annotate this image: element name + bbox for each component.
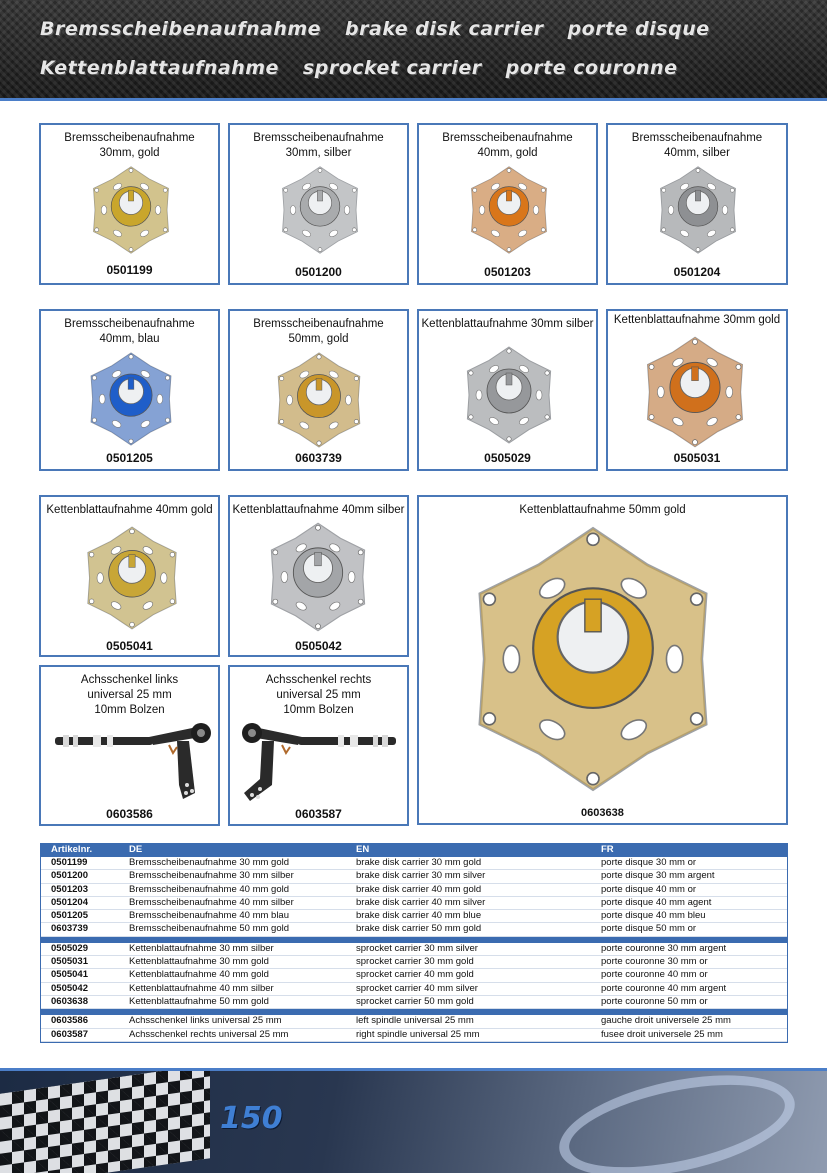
spoke-window [99, 394, 105, 404]
bolt-hole [273, 599, 278, 604]
page-number: 150 [220, 1101, 283, 1136]
product-code: 0603587 [295, 807, 342, 821]
table-row [41, 983, 787, 996]
keyway [128, 378, 134, 390]
description-de-cell: Kettenblattaufnahme 40 mm gold [129, 969, 269, 981]
bolt-hole [92, 418, 96, 422]
description-de-cell: Kettenblattaufnahme 30 mm silber [129, 942, 274, 954]
product-code: 0505041 [106, 639, 153, 653]
header-subtitle-fr: porte couronne [505, 57, 678, 79]
description-de-cell: Achsschenkel links universal 25 mm [129, 1015, 282, 1027]
bolt-hole [696, 168, 700, 172]
description-fr-cell: porte disque 40 mm agent [601, 896, 712, 908]
product-card[interactable] [228, 309, 409, 471]
bolt-hole [358, 550, 363, 555]
bolt-hole [662, 228, 666, 232]
bolt-hole [649, 364, 654, 369]
bolt-hole [649, 415, 654, 420]
article-number-cell: 0501203 [51, 883, 88, 895]
column-header-article: Artikelnr. [51, 844, 93, 855]
bolt-hole [129, 248, 133, 252]
article-number-cell: 0501199 [51, 857, 88, 868]
spoke-window [726, 386, 733, 397]
bolt-hole [736, 415, 741, 420]
keyway [506, 190, 511, 201]
spoke-window [290, 206, 295, 215]
table-row [41, 996, 787, 1009]
bolt-hole [545, 415, 549, 419]
table-row [41, 884, 787, 897]
spoke-window [348, 571, 355, 582]
sprocket-carrier-image [79, 525, 185, 631]
description-fr-cell: porte couronne 50 mm or [601, 995, 708, 1007]
spoke-window [97, 573, 103, 584]
product-card[interactable] [39, 665, 220, 826]
page-footer [0, 1068, 827, 1173]
header-line-1 [40, 18, 734, 40]
product-code: 0501200 [295, 265, 342, 279]
bolt-hole [691, 593, 703, 605]
table-row [41, 897, 787, 910]
product-card[interactable] [606, 309, 788, 471]
product-code: 0501205 [106, 451, 153, 465]
article-number-cell: 0505041 [51, 969, 88, 981]
keyway [585, 599, 601, 632]
description-en-cell: right spindle universal 25 mm [356, 1028, 480, 1040]
bolt-hole [469, 371, 473, 375]
product-card[interactable] [228, 123, 409, 285]
brake-disk-carrier-image [83, 351, 179, 447]
article-number-cell: 0603638 [51, 995, 88, 1007]
bolt-hole [587, 773, 599, 785]
product-title: Bremsscheibenaufnahme 50mm, gold [253, 318, 384, 345]
description-en-cell: brake disk carrier 40 mm silver [356, 896, 486, 908]
product-code: 0505031 [673, 451, 721, 465]
article-number-cell: 0501205 [51, 910, 88, 922]
product-title: Kettenblattaufnahme 50mm gold [519, 504, 686, 516]
spoke-window [287, 395, 293, 405]
spoke-window [533, 206, 538, 215]
spoke-window [281, 571, 288, 582]
bolt-hole [284, 188, 288, 192]
bolt-hole [92, 376, 96, 380]
description-fr-cell: porte couronne 40 mm or [601, 969, 708, 981]
bolt-hole [541, 228, 545, 232]
description-de-cell: Bremsscheibenaufnahme 40 mm gold [129, 883, 290, 895]
bolt-hole [318, 248, 322, 252]
bolt-hole [469, 415, 473, 419]
bolt-hole [163, 188, 167, 192]
table-row [41, 969, 787, 982]
product-code: 0505042 [295, 639, 342, 653]
bolt-hole [483, 593, 495, 605]
bolt-hole [129, 168, 133, 172]
bolt-hole [692, 440, 697, 445]
product-code: 0603586 [106, 807, 153, 821]
description-fr-cell: porte disque 40 mm or [601, 883, 697, 895]
spoke-window [536, 390, 542, 400]
description-fr-cell: porte disque 30 mm or [601, 857, 697, 868]
description-en-cell: sprocket carrier 30 mm silver [356, 942, 478, 954]
description-en-cell: brake disk carrier 30 mm silver [356, 870, 486, 882]
bolt-hole [473, 188, 477, 192]
bolt-hole [730, 228, 734, 232]
spindle-right-image [238, 715, 403, 805]
description-en-cell: brake disk carrier 50 mm gold [356, 923, 482, 935]
product-code: 0501203 [484, 265, 531, 279]
keyway [128, 190, 133, 201]
article-number-cell: 0603586 [51, 1015, 88, 1027]
brake-disk-carrier-image [653, 165, 743, 255]
product-title: Kettenblattaufnahme 30mm silber [421, 318, 594, 330]
bolt-hole [317, 441, 321, 445]
product-title: Kettenblattaufnahme 40mm silber [232, 504, 405, 516]
article-number-cell: 0603739 [51, 923, 88, 935]
product-card[interactable] [417, 309, 598, 471]
product-title: Bremsscheibenaufnahme 40mm, gold [442, 132, 573, 159]
brake-disk-carrier-image [464, 165, 554, 255]
bolt-hole [89, 552, 94, 557]
bolt-hole [507, 349, 511, 353]
description-de-cell: Kettenblattaufnahme 40 mm silber [129, 982, 274, 994]
brake-disk-carrier-image [86, 165, 176, 255]
product-code: 0603739 [295, 451, 342, 465]
table-header [41, 844, 787, 857]
bolt-hole [354, 376, 358, 380]
description-en-cell: brake disk carrier 40 mm blue [356, 910, 482, 922]
description-fr-cell: porte disque 30 mm argent [601, 870, 715, 882]
spoke-window [161, 573, 167, 584]
bolt-hole [130, 529, 135, 534]
bolt-hole [545, 371, 549, 375]
column-header-fr: FR [601, 844, 614, 855]
description-de-cell: Bremsscheibenaufnahme 50 mm gold [129, 923, 290, 935]
table-row [41, 943, 787, 956]
description-de-cell: Bremsscheibenaufnahme 30 mm gold [129, 857, 290, 868]
product-title: Achsschenkel rechts universal 25 mm 10mm Bolzen [265, 674, 372, 716]
description-en-cell: sprocket carrier 40 mm silver [356, 982, 478, 994]
product-title: Bremsscheibenaufnahme 40mm, blau [64, 318, 195, 345]
bolt-hole [507, 168, 511, 172]
table-row [41, 870, 787, 883]
column-header-de: DE [129, 844, 143, 855]
spoke-window [479, 206, 484, 215]
product-code: 0501199 [106, 263, 153, 277]
table-row [41, 857, 787, 870]
description-fr-cell: porte couronne 30 mm argent [601, 942, 727, 954]
product-card-large[interactable] [417, 495, 788, 825]
product-card[interactable] [39, 495, 220, 657]
product-title: Bremsscheibenaufnahme 40mm, silber [631, 132, 763, 159]
bolt-hole [352, 228, 356, 232]
description-de-cell: Bremsscheibenaufnahme 40 mm silber [129, 896, 294, 908]
keyway [692, 367, 699, 381]
bolt-hole [473, 228, 477, 232]
spoke-window [155, 206, 160, 215]
keyway [129, 555, 135, 568]
description-en-cell: sprocket carrier 50 mm gold [356, 995, 474, 1007]
table-body [41, 857, 787, 1042]
bolt-hole [95, 188, 99, 192]
product-card[interactable] [39, 309, 220, 471]
bolt-hole [280, 376, 284, 380]
bolt-hole [691, 713, 703, 725]
bolt-hole [89, 599, 94, 604]
table-row [41, 910, 787, 923]
product-code: 0505029 [484, 451, 531, 465]
spoke-window [503, 645, 519, 672]
description-fr-cell: gauche droit universele 25 mm [601, 1015, 731, 1027]
column-header-en: EN [356, 844, 370, 855]
bolt-hole [316, 525, 321, 530]
description-fr-cell: porte couronne 40 mm argent [601, 982, 727, 994]
article-number-cell: 0501200 [51, 870, 88, 882]
header-title-en: brake disk carrier [345, 18, 544, 40]
table-row [41, 923, 787, 936]
product-title: Achsschenkel links universal 25 mm 10mm Bolzen [80, 674, 179, 716]
product-card[interactable] [228, 665, 409, 826]
sprocket-carrier-image [638, 335, 752, 449]
bolt-hole [354, 419, 358, 423]
article-number-cell: 0603587 [51, 1028, 88, 1040]
bolt-hole [352, 188, 356, 192]
product-card[interactable] [606, 123, 788, 285]
bolt-hole [273, 550, 278, 555]
bolt-hole [129, 439, 133, 443]
spoke-window [101, 206, 106, 215]
spoke-window [657, 386, 664, 397]
bolt-hole [692, 339, 697, 344]
article-number-cell: 0505042 [51, 982, 88, 994]
keyway [695, 190, 700, 201]
sprocket-carrier-image [457, 523, 729, 795]
bolt-hole [170, 552, 175, 557]
header-subtitle-de: Kettenblattaufnahme [40, 57, 279, 79]
track-stripe-decoration [550, 1068, 803, 1173]
bolt-hole [507, 437, 511, 441]
keyway [506, 373, 512, 385]
keyway [315, 552, 322, 565]
brake-disk-carrier-image [275, 165, 365, 255]
bolt-hole [730, 188, 734, 192]
product-title: Bremsscheibenaufnahme 30mm, gold [64, 132, 195, 159]
sprocket-carrier-image [262, 521, 374, 633]
description-fr-cell: porte disque 40 mm bleu [601, 910, 706, 922]
bolt-hole [587, 533, 599, 545]
product-code: 0603638 [581, 807, 624, 819]
bolt-hole [129, 355, 133, 359]
checkered-flag-image [0, 1068, 210, 1173]
description-fr-cell: porte couronne 30 mm or [601, 956, 708, 968]
product-card[interactable] [417, 123, 598, 285]
product-title: Bremsscheibenaufnahme 30mm, silber [253, 132, 384, 159]
product-title: Kettenblattaufnahme 30mm gold [613, 314, 781, 326]
spoke-window [722, 206, 727, 215]
spoke-window [666, 645, 682, 672]
bolt-hole [736, 364, 741, 369]
product-code: 0501204 [673, 265, 721, 279]
bolt-hole [317, 355, 321, 359]
description-fr-cell: fusee droit universele 25 mm [601, 1028, 723, 1040]
bolt-hole [280, 419, 284, 423]
bolt-hole [170, 599, 175, 604]
bolt-hole [318, 168, 322, 172]
bolt-hole [95, 228, 99, 232]
description-fr-cell: porte disque 50 mm or [601, 923, 697, 935]
header-title-fr: porte disque [567, 18, 710, 40]
description-de-cell: Bremsscheibenaufnahme 30 mm silber [129, 870, 294, 882]
spindle-left-image [49, 715, 214, 805]
spoke-window [476, 390, 482, 400]
sprocket-carrier-image [459, 345, 559, 445]
bolt-hole [130, 622, 135, 627]
header-subtitle-en: sprocket carrier [302, 57, 482, 79]
page-header [0, 0, 827, 101]
bolt-hole [662, 188, 666, 192]
description-en-cell: sprocket carrier 40 mm gold [356, 969, 474, 981]
table-row [41, 956, 787, 969]
header-line-2 [40, 57, 701, 79]
product-card[interactable] [228, 495, 409, 657]
description-en-cell: brake disk carrier 40 mm gold [356, 883, 482, 895]
spoke-window [345, 395, 351, 405]
bolt-hole [483, 713, 495, 725]
description-en-cell: sprocket carrier 30 mm gold [356, 956, 474, 968]
description-de-cell: Achsschenkel rechts universal 25 mm [129, 1028, 289, 1040]
spoke-window [344, 206, 349, 215]
bolt-hole [541, 188, 545, 192]
description-de-cell: Kettenblattaufnahme 30 mm gold [129, 956, 269, 968]
keyway [316, 378, 322, 390]
bolt-hole [696, 248, 700, 252]
bolt-hole [165, 418, 169, 422]
table-row [41, 1029, 787, 1042]
description-de-cell: Bremsscheibenaufnahme 40 mm blau [129, 910, 290, 922]
article-number-cell: 0501204 [51, 896, 88, 908]
bolt-hole [163, 228, 167, 232]
article-table [40, 843, 788, 1043]
bolt-hole [284, 228, 288, 232]
article-number-cell: 0505031 [51, 956, 88, 968]
description-de-cell: Kettenblattaufnahme 50 mm gold [129, 995, 269, 1007]
spoke-window [668, 206, 673, 215]
product-card[interactable] [39, 123, 220, 285]
bolt-hole [165, 376, 169, 380]
table-row [41, 1015, 787, 1028]
spoke-window [157, 394, 163, 404]
product-title: Kettenblattaufnahme 40mm gold [46, 504, 213, 516]
header-title-de: Bremsscheibenaufnahme [40, 18, 322, 40]
keyway [317, 190, 322, 201]
bolt-hole [316, 624, 321, 629]
description-en-cell: brake disk carrier 30 mm gold [356, 857, 482, 868]
bolt-hole [507, 248, 511, 252]
brake-disk-carrier-image [270, 351, 368, 449]
bolt-hole [358, 599, 363, 604]
description-en-cell: left spindle universal 25 mm [356, 1015, 474, 1027]
article-number-cell: 0505029 [51, 942, 88, 954]
